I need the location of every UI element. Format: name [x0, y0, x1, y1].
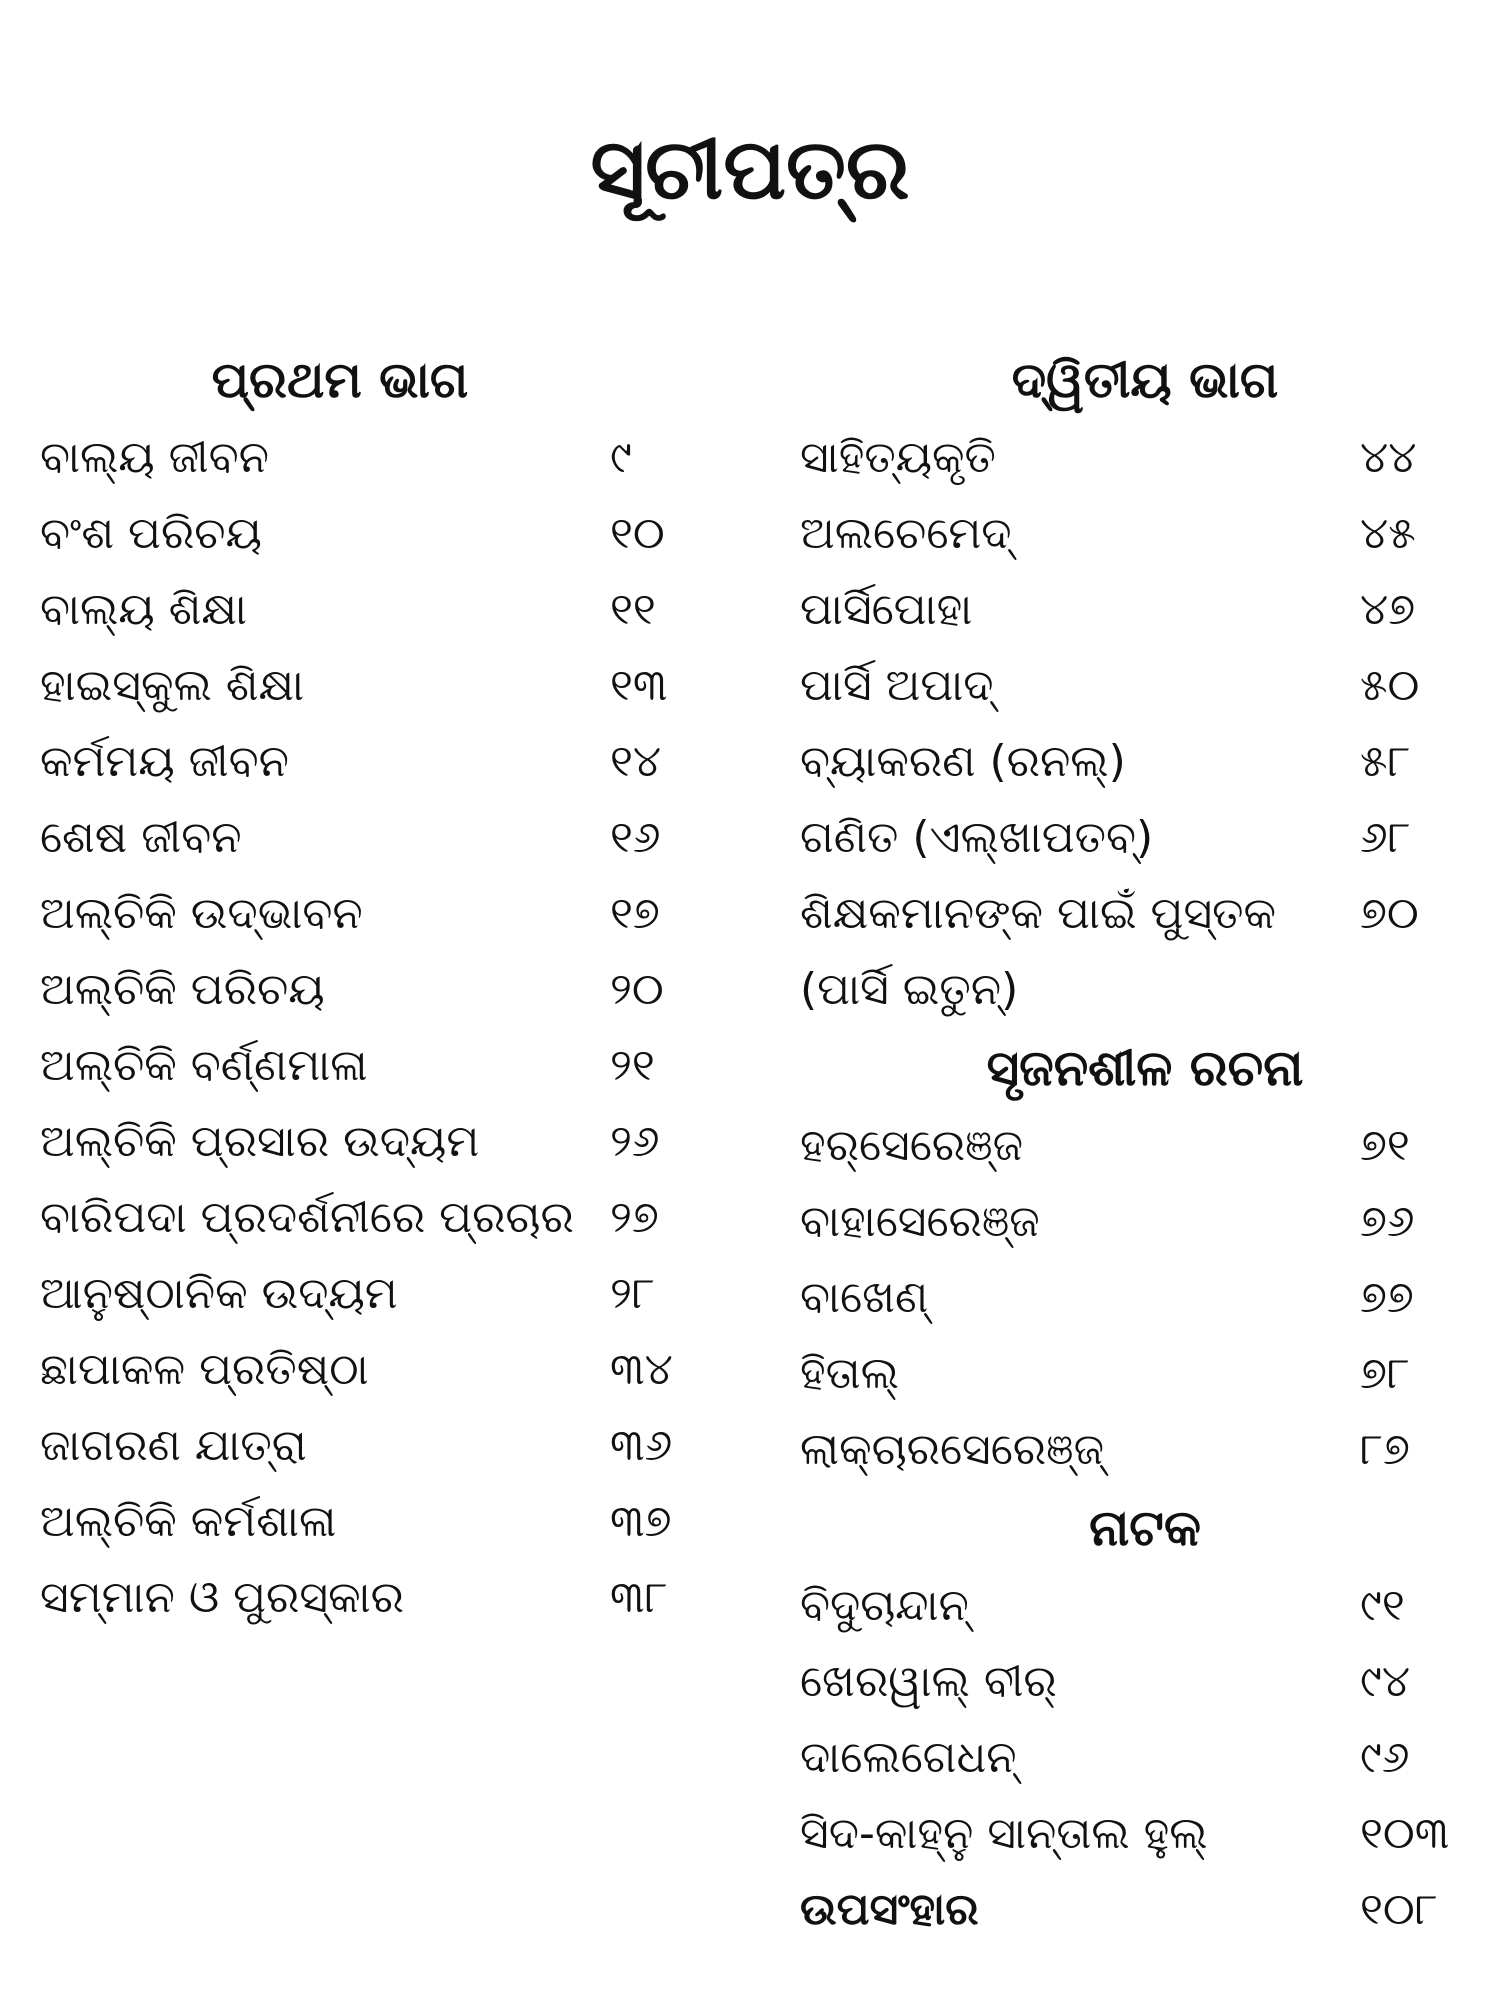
toc-entry[interactable]	[40, 1484, 700, 1560]
entry-page-number: ୧୦୩	[1360, 1808, 1450, 1859]
toc-entry[interactable]	[40, 1408, 700, 1484]
entry-label: ପାର୍ସିପୋହା	[800, 584, 973, 635]
entry-page-number: ୯	[610, 432, 632, 483]
entry-label: ସିଦ-କାହ୍ନୁ ସାନ୍ତାଲ ହୁଲ୍‌	[800, 1808, 1208, 1859]
entry-label: ଅଲ୍‌ଚିକି ପ୍ରସାର ଉଦ୍ୟମ	[40, 1116, 480, 1167]
entry-label: ଖେରୱାଲ୍‌ ବୀର୍‌	[800, 1656, 1057, 1707]
entry-page-number: ୪୫	[1360, 508, 1416, 559]
entry-label: ଛାପାକଳ ପ୍ରତିଷ୍ଠା	[40, 1344, 369, 1395]
entry-page-number: ୧୧	[610, 584, 656, 635]
entry-label: ବାଖେଣ୍‌	[800, 1272, 929, 1323]
entry-page-number: ୩୭	[610, 1496, 672, 1547]
entry-label: ସାହିତ୍ୟକୃତି	[800, 432, 996, 483]
toc-entry[interactable]	[800, 1720, 1490, 1796]
entry-label: କର୍ମମୟ ଜୀବନ	[40, 736, 289, 787]
toc-entry[interactable]	[40, 648, 700, 724]
entry-label: ଅଲ୍‌ଚିକି ବର୍ଣ୍ଣମାଳା	[40, 1040, 368, 1091]
entry-label: ଦାଲେଗେଧନ୍‌	[800, 1732, 1017, 1783]
entry-page-number	[1360, 952, 1490, 1028]
entry-page-number: ୪୭	[1360, 584, 1416, 635]
entry-page-number: ୧୪	[610, 736, 662, 787]
toc-entry[interactable]	[40, 496, 700, 572]
entry-page-number: ୨୦	[610, 964, 664, 1015]
entry-page-number: ୭୭	[1360, 1272, 1414, 1323]
toc-entry[interactable]	[800, 876, 1490, 952]
entry-label: ପାର୍ସି ଅପାଦ୍‌	[800, 660, 994, 711]
entry-page-number: ୭୮	[1360, 1348, 1410, 1399]
entry-label: ହର୍‌ସେରେଞ୍ଜ	[800, 1120, 1023, 1171]
entry-label: ଶିକ୍ଷକମାନଙ୍କ ପାଇଁ ପୁସ୍ତକ	[800, 888, 1277, 939]
entry-page-number: ୨୮	[610, 1268, 655, 1319]
entry-label: ବାରିପଦା ପ୍ରଦର୍ଶନୀରେ ପ୍ରଚାର	[40, 1192, 574, 1243]
entry-label: ବିଦୁଚାନ୍ଦାନ୍‌	[800, 1580, 969, 1631]
toc-entry[interactable]	[800, 496, 1490, 572]
entry-page-number: ୬୮	[1360, 812, 1411, 863]
entry-page-number: ୩୪	[610, 1344, 673, 1395]
toc-entry[interactable]	[800, 648, 1490, 724]
entry-label: ଅଲଚେମେଦ୍‌	[800, 508, 1012, 559]
toc-entry[interactable]	[800, 1568, 1490, 1644]
part-two-column	[800, 340, 1490, 1948]
toc-entry[interactable]	[800, 420, 1490, 496]
toc-entry-epilogue[interactable]	[800, 1872, 1490, 1948]
toc-entry[interactable]	[800, 724, 1490, 800]
entry-page-number: ୯୧	[1360, 1580, 1405, 1631]
toc-entry[interactable]	[800, 572, 1490, 648]
toc-entry[interactable]	[800, 800, 1490, 876]
entry-label: ଜାଗରଣ ଯାତ୍ରା	[40, 1420, 307, 1471]
part-one-column	[40, 340, 700, 1636]
toc-entry[interactable]	[800, 1184, 1490, 1260]
part-two-list	[800, 420, 1490, 1028]
entry-label: (ପାର୍ସି ଇତୁନ୍‌)	[800, 964, 1019, 1015]
entry-page-number: ୮୭	[1360, 1424, 1410, 1475]
entry-page-number: ୧୬	[610, 812, 661, 863]
entry-page-number: ୩୮	[610, 1572, 668, 1623]
entry-label: ଅଲ୍‌ଚିକି କର୍ମଶାଳା	[40, 1496, 337, 1547]
entry-label: ଅଲ୍‌ଚିକି ଉଦ୍ଭାବନ	[40, 888, 363, 939]
toc-entry[interactable]	[800, 1336, 1490, 1412]
section-heading-creative: ସୃଜନଶୀଳ ରଚନା	[986, 1039, 1304, 1097]
section-heading-part-two: ଦ୍ୱିତୀୟ ଭାଗ	[1011, 351, 1279, 409]
toc-entry[interactable]	[800, 952, 1490, 1028]
entry-page-number: ୧୭	[610, 888, 660, 939]
section-heading-part-one: ପ୍ରଥମ ଭାଗ	[211, 351, 469, 409]
entry-page-number: ୨୬	[610, 1116, 660, 1167]
part-one-list	[40, 420, 700, 1636]
entry-page-number: ୧୩	[610, 660, 668, 711]
entry-page-number: ୭୦	[1360, 888, 1419, 939]
toc-entry[interactable]	[800, 1644, 1490, 1720]
entry-page-number: ୧୦	[610, 508, 665, 559]
entry-label: ବାଲ୍ୟ ଶିକ୍ଷା	[40, 584, 247, 635]
toc-entry[interactable]	[40, 1560, 700, 1636]
entry-label: ଲାକ୍‌ଚାରସେରେଞ୍ଜ୍‌	[800, 1424, 1104, 1475]
section-heading-drama: ନାଟକ	[1089, 1499, 1201, 1557]
entry-label: ହିତାଲ୍‌	[800, 1348, 899, 1399]
entry-page-number: ୫୦	[1360, 660, 1420, 711]
entry-label: ହାଇସ୍କୁଲ ଶିକ୍ଷା	[40, 660, 305, 711]
entry-label: ସମ୍ମାନ ଓ ପୁରସ୍କାର	[40, 1572, 404, 1623]
entry-page-number: ୫୮	[1360, 736, 1411, 787]
toc-entry[interactable]	[40, 876, 700, 952]
toc-entry[interactable]	[40, 1028, 700, 1104]
entry-page-number: ୯୪	[1360, 1656, 1411, 1707]
toc-entry[interactable]	[40, 724, 700, 800]
entry-label: ବାହାସେରେଞ୍ଜ	[800, 1196, 1040, 1247]
entry-page-number: ୨୧	[610, 1040, 655, 1091]
entry-page-number: ୭୧	[1360, 1120, 1410, 1171]
entry-page-number: ୩୬	[610, 1420, 673, 1471]
toc-entry[interactable]	[40, 1256, 700, 1332]
entry-label: ଆନୁଷ୍ଠାନିକ ଉଦ୍ୟମ	[40, 1268, 398, 1319]
entry-label: ଶେଷ ଜୀବନ	[40, 812, 242, 863]
toc-entry[interactable]	[800, 1260, 1490, 1336]
toc-entry[interactable]	[40, 952, 700, 1028]
page-title: ସୂଚୀପତ୍ର	[590, 120, 910, 218]
toc-entry[interactable]	[800, 1108, 1490, 1184]
entry-page-number: ୧୦୮	[1360, 1884, 1438, 1935]
entry-label: ବଂଶ ପରିଚୟ	[40, 508, 262, 559]
entry-page-number: ୭୬	[1360, 1196, 1415, 1247]
toc-entry[interactable]	[800, 1796, 1490, 1872]
toc-entry[interactable]	[40, 1104, 700, 1180]
toc-entry[interactable]	[40, 800, 700, 876]
entry-label: ଉପସଂହାର	[800, 1884, 979, 1935]
entry-page-number: ୪୪	[1360, 432, 1417, 483]
drama-list	[800, 1568, 1490, 1872]
entry-label: ଅଲ୍‌ଚିକି ପରିଚୟ	[40, 964, 325, 1015]
toc-entry[interactable]	[40, 1332, 700, 1408]
entry-label: ବାଲ୍ୟ ଜୀବନ	[40, 432, 269, 483]
toc-entry[interactable]	[40, 420, 700, 496]
toc-entry[interactable]	[800, 1412, 1490, 1488]
entry-label: ବ୍ୟାକରଣ (ରନଲ୍‌)	[800, 736, 1126, 787]
entry-label: ଗଣିତ (ଏଲ୍‌ଖାପତବ୍‌)	[800, 812, 1154, 863]
toc-entry[interactable]	[40, 1180, 700, 1256]
entry-page-number: ୯୬	[1360, 1732, 1410, 1783]
entry-page-number: ୨୭	[610, 1192, 659, 1243]
creative-writing-list	[800, 1108, 1490, 1488]
toc-entry[interactable]	[40, 572, 700, 648]
